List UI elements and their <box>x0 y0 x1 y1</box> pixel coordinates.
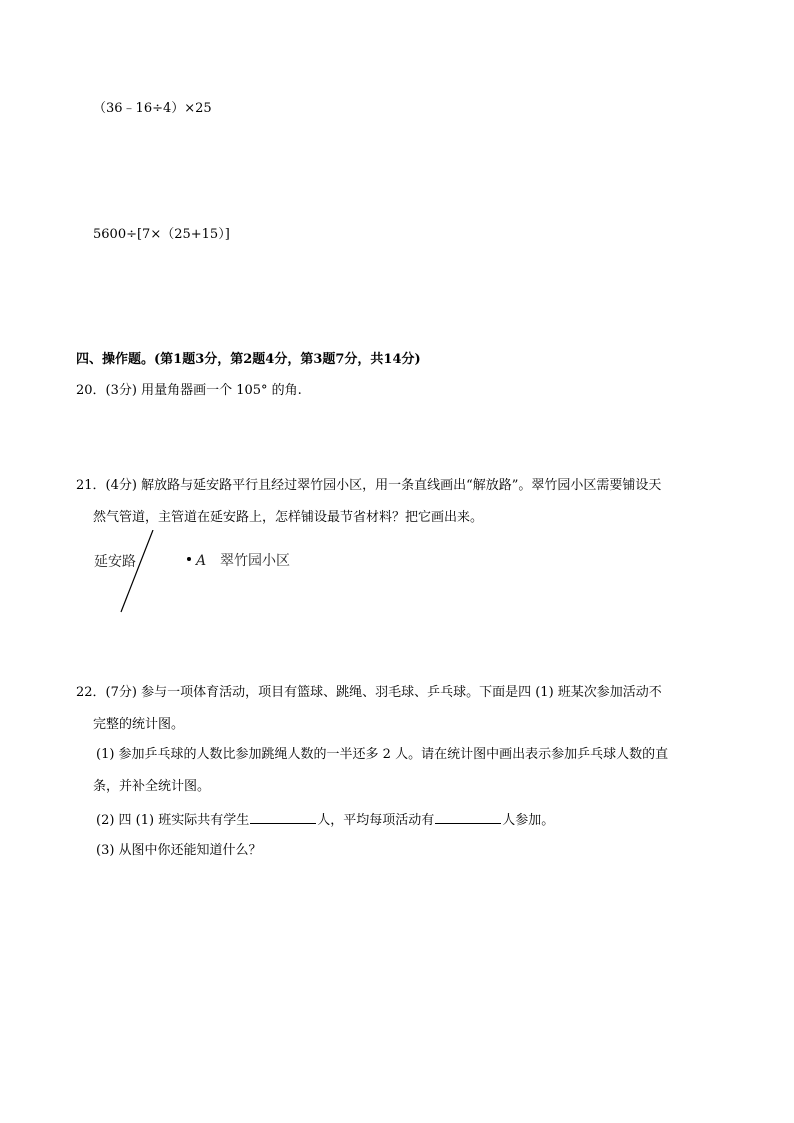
question-22-sub-1-line-2: 条，并补全统计图。 <box>93 779 211 794</box>
yanan-road-line <box>121 530 153 612</box>
place-label: 翠竹园小区 <box>220 553 290 569</box>
point-a-dot <box>187 557 191 561</box>
answer-blank-total[interactable] <box>250 809 316 824</box>
question-21-line-1: 21．(4分) 解放路与延安路平行且经过翠竹园小区，用一条直线画出“解放路”。翠竹园小区需要铺设天 <box>76 478 662 493</box>
section-heading: 四、操作题。(第1题3分，第2题4分，第3题7分，共14分) <box>76 352 421 367</box>
question-21-line-2: 然气管道，主管道在延安路上，怎样铺设最节省材料？把它画出来。 <box>93 510 484 525</box>
question-22-line-2: 完整的统计图。 <box>93 717 185 732</box>
sub-2-text-3: 人参加。 <box>502 813 555 828</box>
sub-2-text-2: 人，平均每项活动有 <box>317 813 435 828</box>
question-22-sub-2 <box>96 809 554 830</box>
answer-blank-average[interactable] <box>435 809 501 824</box>
calc-expression-2: 5600÷[7×（25+15）] <box>93 227 230 242</box>
calc-expression-1: （36﹣16÷4）×25 <box>93 101 212 116</box>
question-22-line-1: 22．(7分) 参与一项体育活动，项目有篮球、跳绳、羽毛球、乒乓球。下面是四 (1) 班某次参加活动不 <box>76 685 662 700</box>
sub-2-text-1: (2) 四 (1) 班实际共有学生 <box>96 813 250 828</box>
road-figure <box>90 530 320 620</box>
question-20: 20．(3分) 用量角器画一个 105° 的角. <box>76 383 302 398</box>
point-a-label: A <box>196 553 207 569</box>
question-22-sub-3: (3) 从图中你还能知道什么？ <box>96 843 262 858</box>
question-22-sub-1-line-1: (1) 参加乒乓球的人数比参加跳绳人数的一半还多 2 人。请在统计图中画出表示参加乒乓球人数的直 <box>96 747 669 762</box>
road-label: 延安路 <box>94 554 136 570</box>
